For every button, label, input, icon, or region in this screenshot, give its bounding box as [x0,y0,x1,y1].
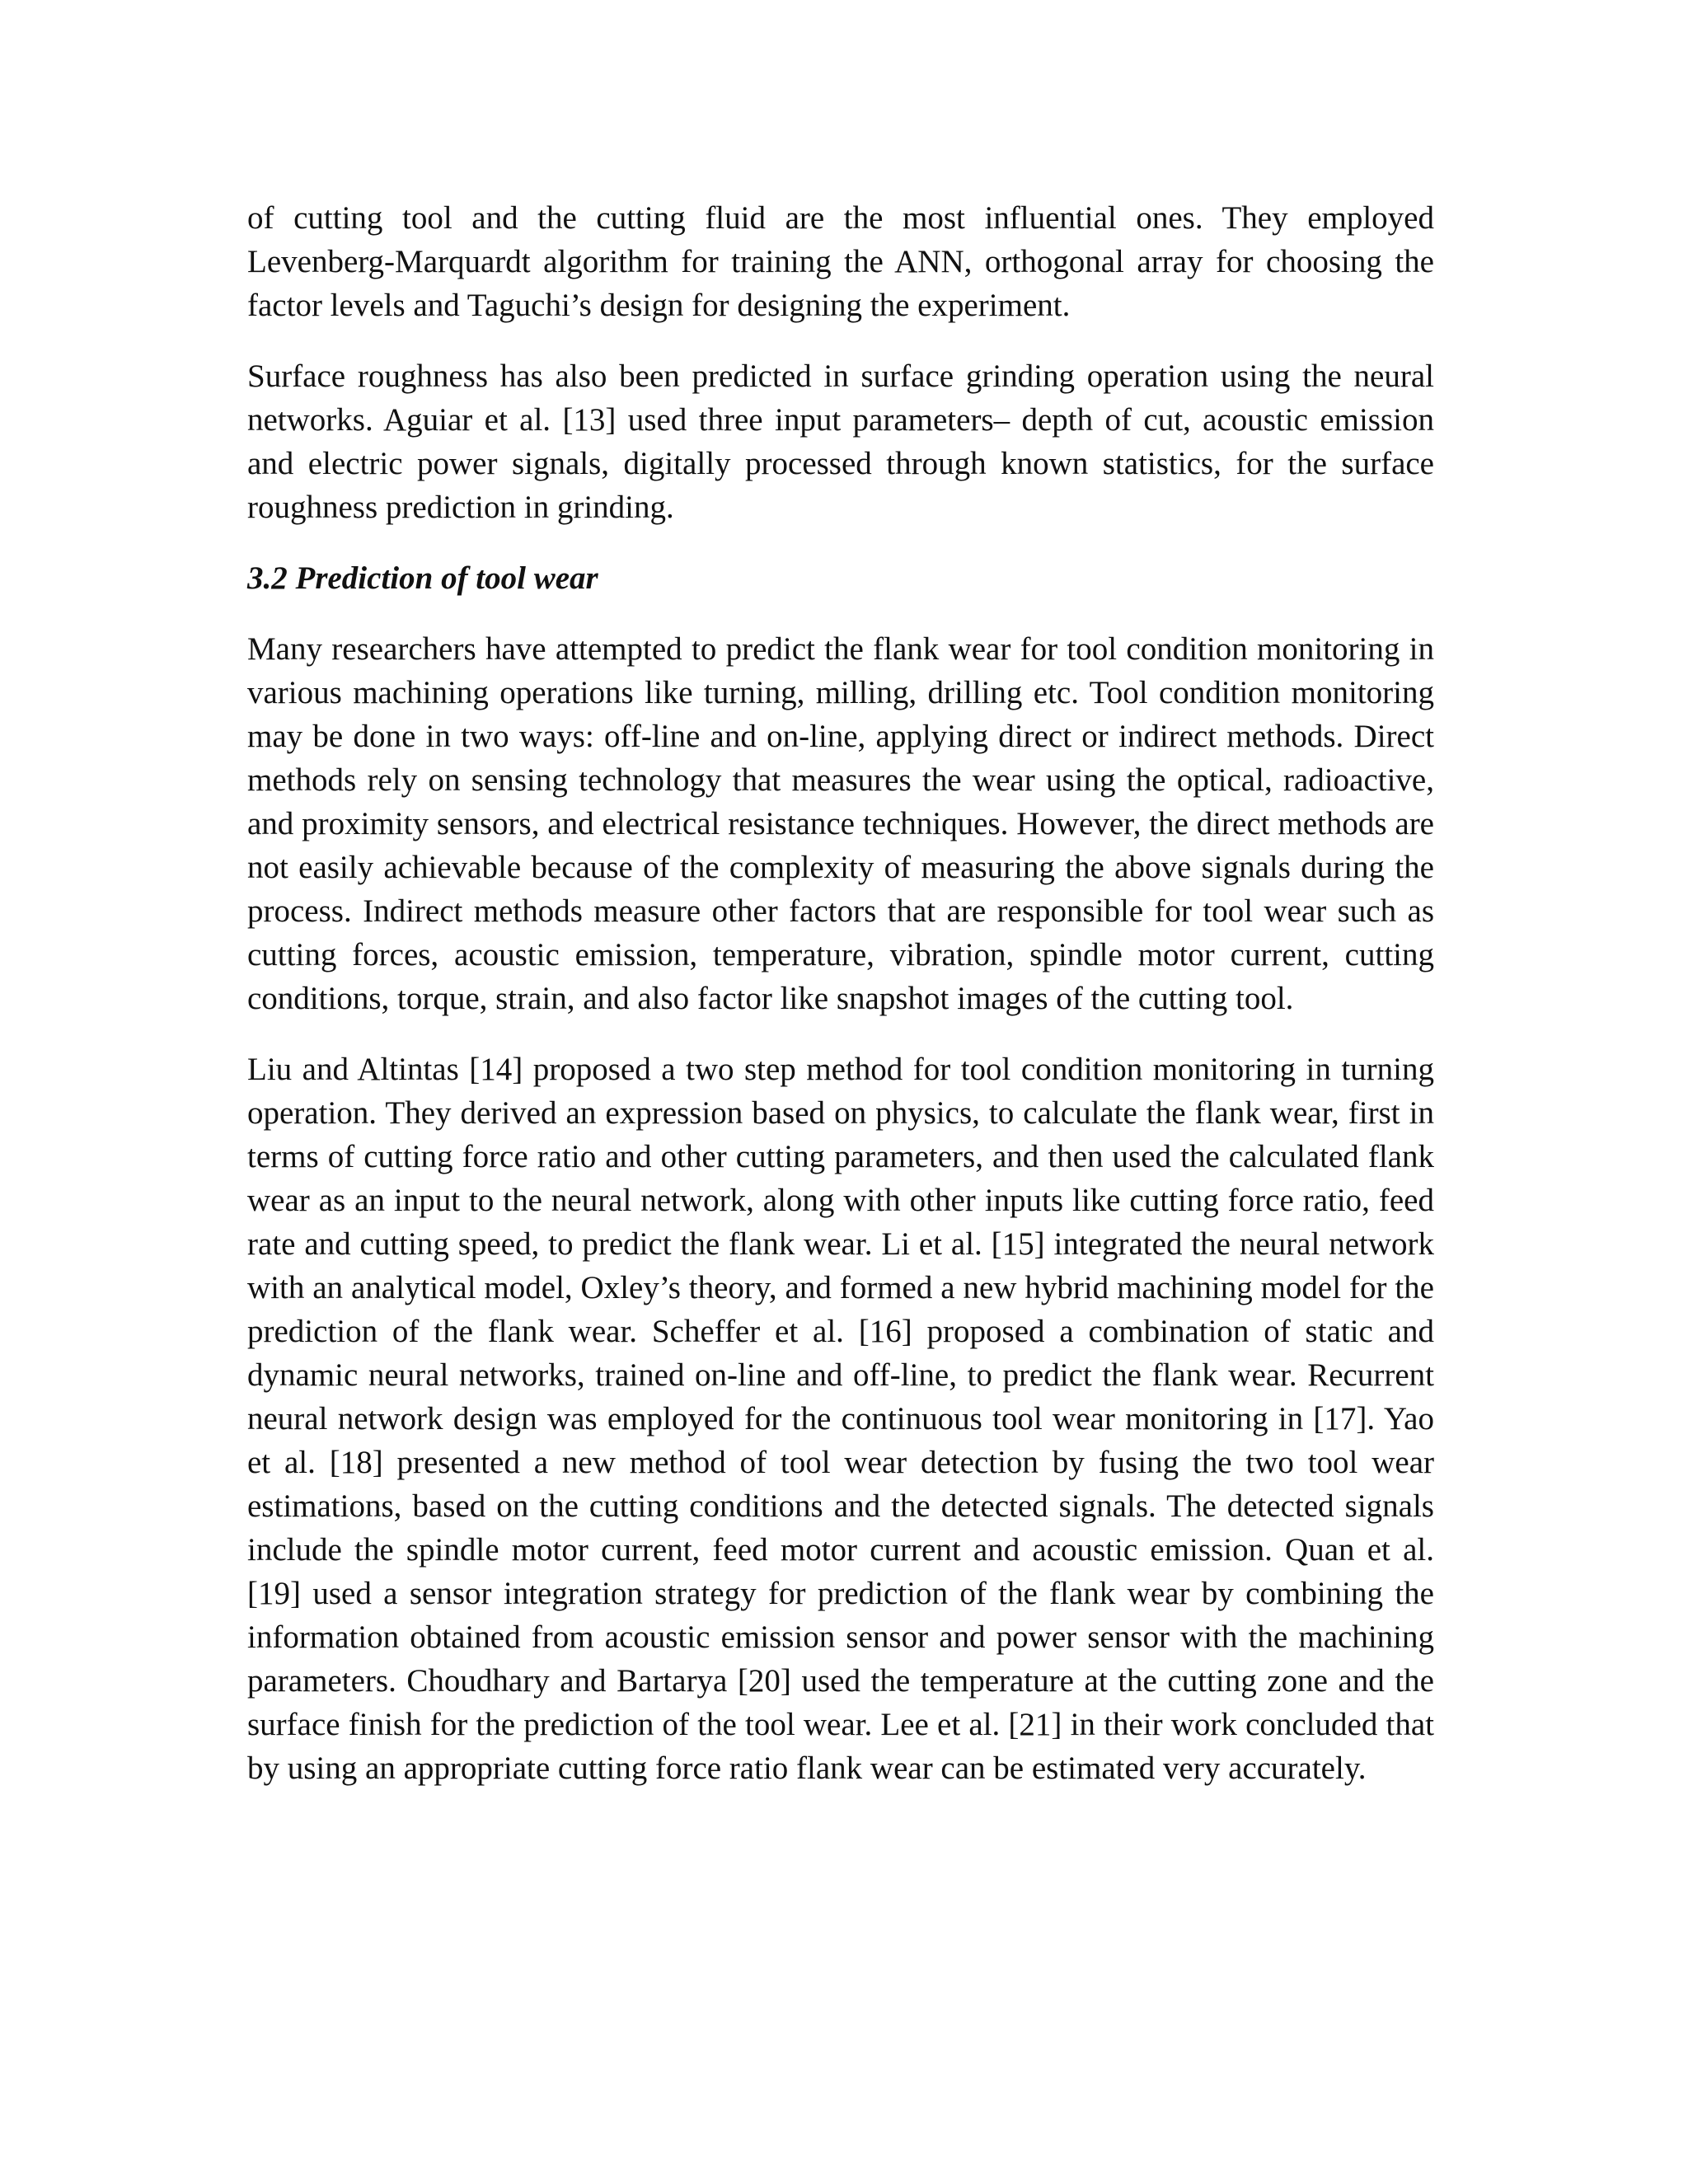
section-heading: 3.2 Prediction of tool wear [247,560,598,596]
paragraph-cutting-fluid: of cutting tool and the cutting fluid are the most influential ones. They employed Levenberg-Marquardt algorithm for training the ANN, orthogonal array for choosing the factor levels and Taguchi’s design for designing the experiment. [247,200,1434,323]
paragraph-surface-grinding: Surface roughness has also been predicted in surface grinding operation using the neural networks. Aguiar et al. [13] used three input parameters– depth of cut, acoustic emission and electric power signals, digitally processed through known statistics, for the surface roughness prediction in grinding. [247,359,1434,525]
document-page [247,196,1434,1817]
paragraph-flank-wear-methods: Liu and Altintas [14] proposed a two step method for tool condition monitoring in turning operation. They derived an expression based on physics, to calculate the flank wear, first in terms of cutting force ratio and other cutting parameters, and then used the calculated flank wear as an input to the neural network, along with other inputs like cutting force ratio, feed rate and cutting speed, to predict the flank wear. Li et al. [15] integrated the neural network with an analytical model, Oxley’s theory, and formed a new hybrid machining model for the prediction of the flank wear. Scheffer et al. [16] proposed a combination of static and dynamic neural networks, trained on-line and off-line, to predict the flank wear. Recurrent neural network design was employed for the continuous tool wear monitoring in [17]. Yao et al. [18] presented a new method of tool wear detection by fusing the two tool wear estimations, based on the cutting conditions and the detected signals. The detected signals include the spindle motor current, feed motor current and acoustic emission. Quan et al. [19] used a sensor integration strategy for prediction of the flank wear by combining the information obtained from acoustic emission sensor and power sensor with the machining parameters. Choudhary and Bartarya [20] used the temperature at the cutting zone and the surface finish for the prediction of the tool wear. Lee et al. [21] in their work concluded that by using an appropriate cutting force ratio flank wear can be estimated very accurately. [247,1052,1434,1786]
paragraph-tool-condition-monitoring: Many researchers have attempted to predict the flank wear for tool condition monitoring in various machining operations like turning, milling, drilling etc. Tool condition monitoring may be done in two ways: off-line and on-line, applying direct or indirect methods. Direct methods rely on sensing technology that measures the wear using the optical, radioactive, and proximity sensors, and electrical resistance techniques. However, the direct methods are not easily achievable because of the complexity of measuring the above signals during the process. Indirect methods measure other factors that are responsible for tool wear such as cutting forces, acoustic emission, temperature, vibration, spindle motor current, cutting conditions, torque, strain, and also factor like snapshot images of the cutting tool. [247,631,1434,1016]
